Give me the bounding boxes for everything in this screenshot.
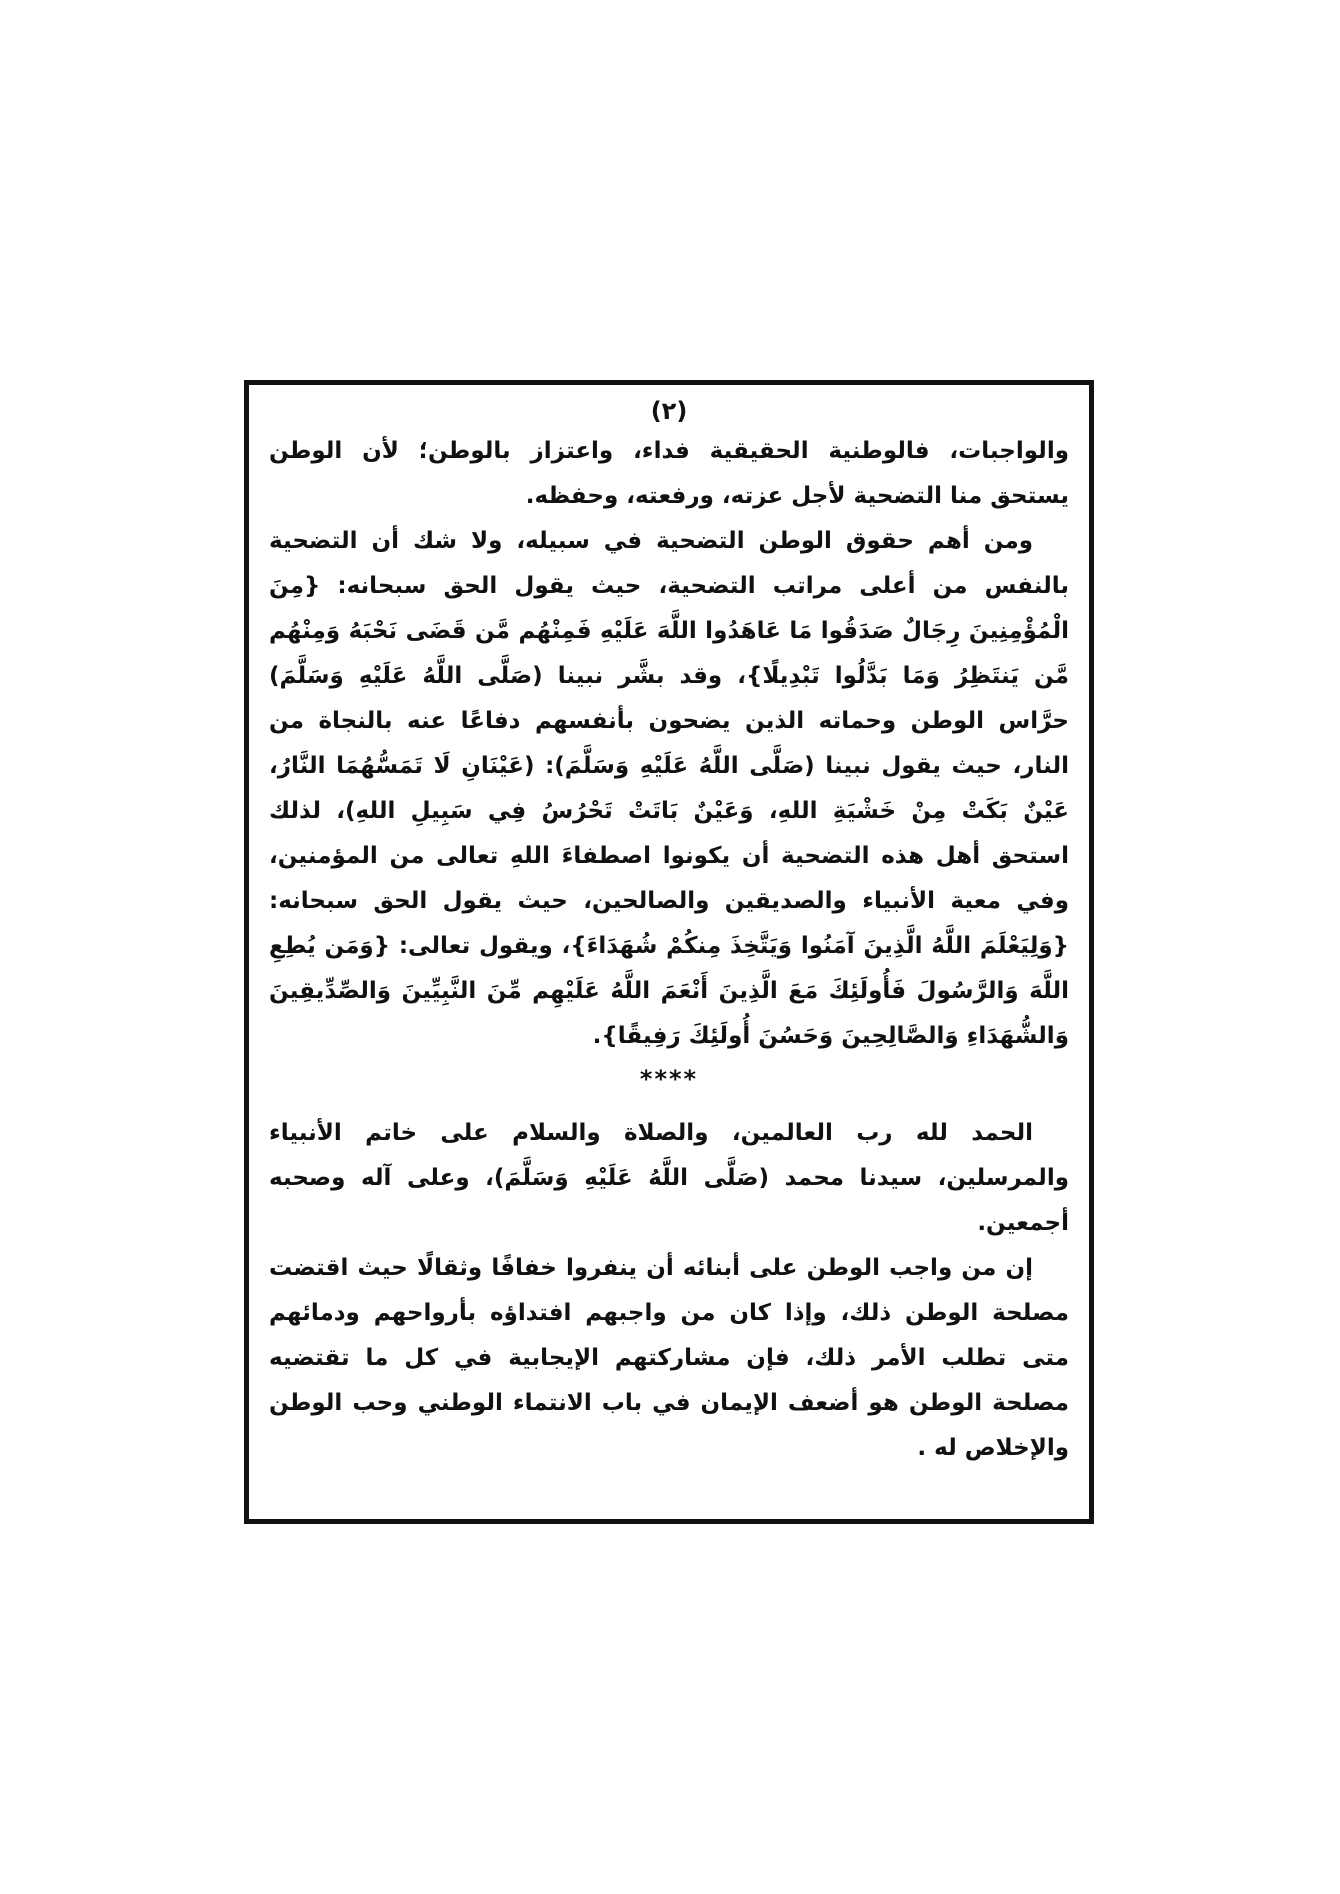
paragraph-praise: الحمد لله رب العالمين، والصلاة والسلام على خاتم الأنبياء والمرسلين، سيدنا محمد (صَلَّى اللَّهُ عَلَيْهِ وَسَلَّمَ)، وعلى آله وصحبه أجمعين. <box>269 1120 1069 1236</box>
paragraph-continuation: والواجبات، فالوطنية الحقيقية فداء، واعتزاز بالوطن؛ لأن الوطن يستحق منا التضحية لأجل عزته، ورفعته، وحفظه. <box>269 438 1069 509</box>
page-number: (٢) <box>650 397 688 425</box>
page-body-text <box>269 429 1069 1471</box>
section-separator: **** <box>639 1065 699 1093</box>
paragraph-sacrifice: ومن أهم حقوق الوطن التضحية في سبيله، ولا شك أن التضحية بالنفس من أعلى مراتب التضحية، حيث يقول الحق سبحانه: {مِنَ الْمُؤْمِنِينَ رِجَالٌ صَدَقُوا مَا عَاهَدُوا اللَّهَ عَلَيْهِ فَمِنْهُم مَّن قَضَى نَحْبَهُ وَمِنْهُم مَّن يَنتَظِرُ وَمَا بَدَّلُوا تَبْدِيلًا}، وقد بشَّر نبينا (صَلَّى اللَّهُ عَلَيْهِ وَسَلَّمَ) حرَّاس الوطن وحماته الذين يضحون بأنفسهم دفاعًا عنه بالنجاة من النار، حيث يقول نبينا (صَلَّى اللَّهُ عَلَيْهِ وَسَلَّمَ): (عَيْنَانِ لَا تَمَسُّهُمَا النَّارُ، عَيْنٌ بَكَتْ مِنْ خَشْيَةِ اللهِ، وَعَيْنٌ بَاتَتْ تَحْرُسُ فِي سَبِيلِ اللهِ)، لذلك استحق أهل هذه التضحية أن يكونوا اصطفاءَ اللهِ تعالى من المؤمنين، وفي معية الأنبياء والصديقين والصالحين، حيث يقول الحق سبحانه: {وَلِيَعْلَمَ اللَّهُ الَّذِينَ آمَنُوا وَيَتَّخِذَ مِنكُمْ شُهَدَاءَ}، ويقول تعالى: {وَمَن يُطِعِ اللَّهَ وَالرَّسُولَ فَأُولَئِكَ مَعَ الَّذِينَ أَنْعَمَ اللَّهُ عَلَيْهِم مِّنَ النَّبِيِّينَ وَالصِّدِّيقِينَ وَالشُّهَدَاءِ وَالصَّالِحِينَ وَحَسُنَ أُولَئِكَ رَفِيقًا}. <box>269 528 1069 1049</box>
page-border-frame <box>244 380 1094 1524</box>
paragraph-duty: إن من واجب الوطن على أبنائه أن ينفروا خفافًا وثقالًا حيث اقتضت مصلحة الوطن ذلك، وإذا كان من واجبهم افتداؤه بأرواحهم ودمائهم متى تطلب الأمر ذلك، فإن مشاركتهم الإيجابية في كل ما تقتضيه مصلحة الوطن هو أضعف الإيمان في باب الانتماء الوطني وحب الوطن والإخلاص له . <box>269 1255 1069 1461</box>
